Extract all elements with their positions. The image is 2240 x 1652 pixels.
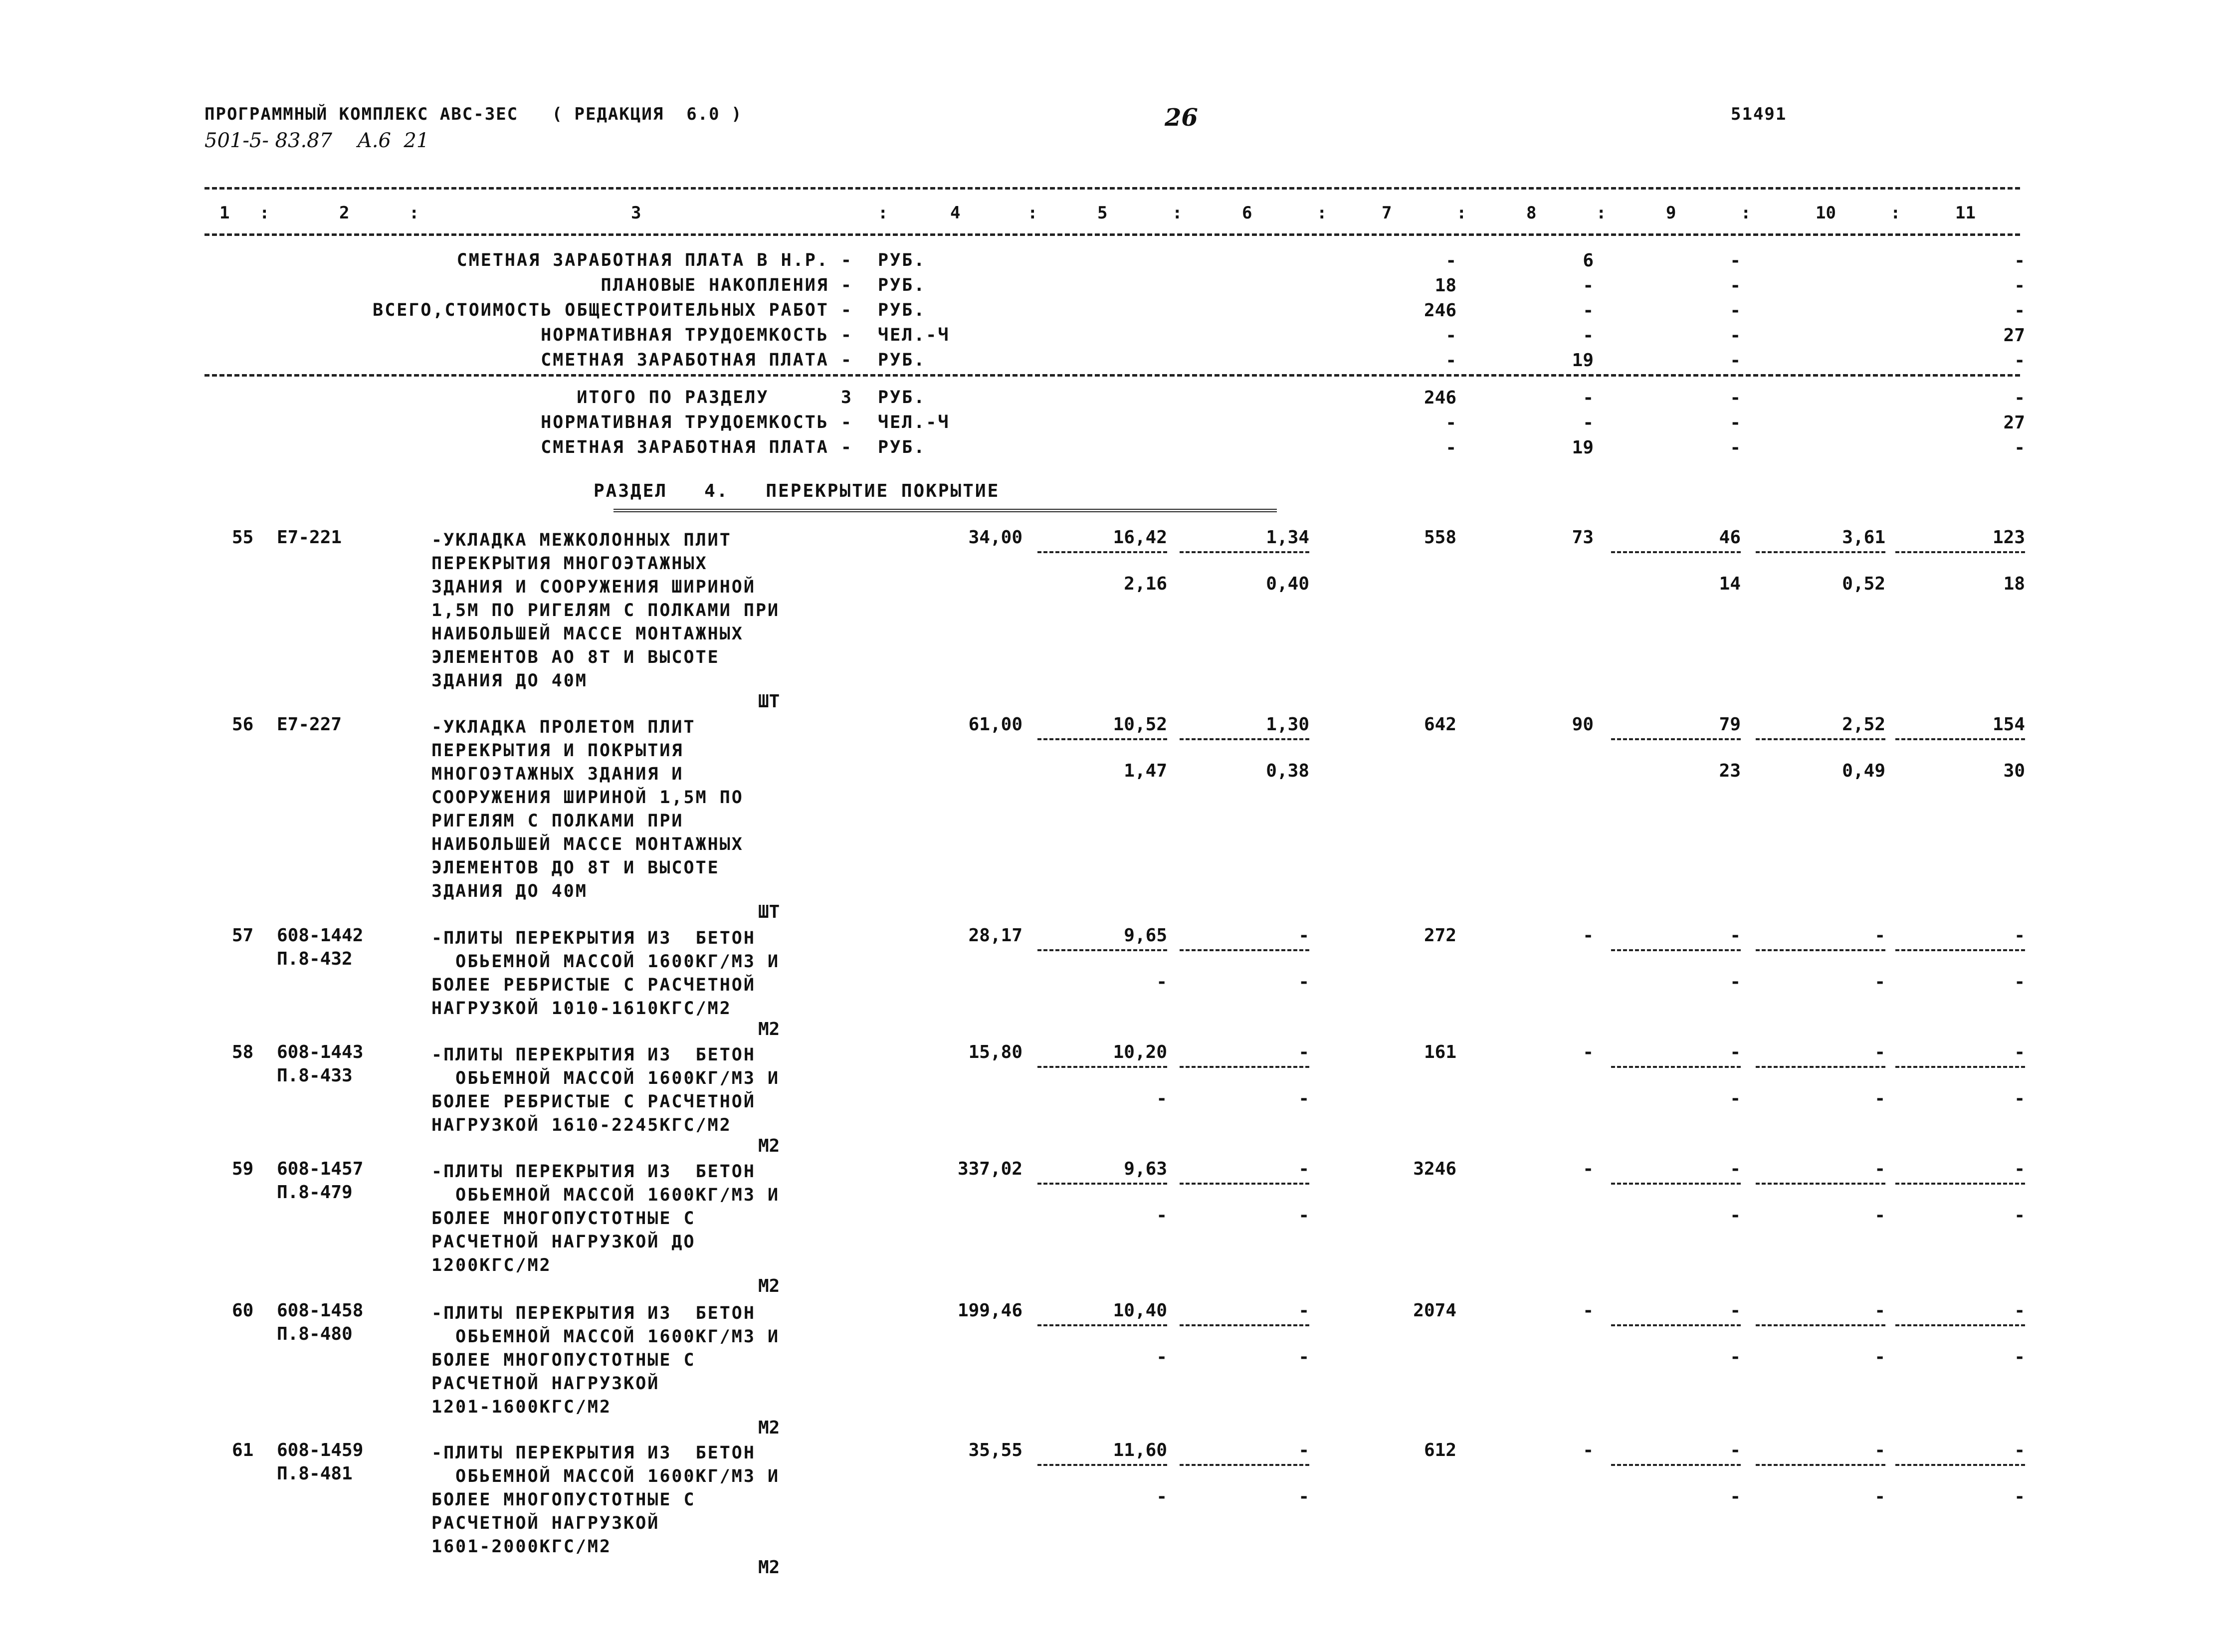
row-unit: М2 [758,1019,780,1039]
row-col10-wage: - [1874,1205,1885,1226]
program-header: ПРОГРАММНЫЙ КОМПЛЕКС АВС-ЗЕС ( РЕДАКЦИЯ 6.0 ) [204,104,743,124]
row-unit-cost-wage: - [1156,972,1167,992]
row-divider [1611,1066,1741,1068]
summary-value-col8: - [1583,388,1594,408]
row-description-line: -УКЛАДКА МЕЖКОЛОННЫХ ПЛИТ [431,530,732,550]
row-code: 608-1442 [277,925,364,946]
row-col11: - [2014,1159,2025,1179]
column-separator: : [409,203,419,223]
row-col10-wage: - [1874,1486,1885,1507]
row-col10: - [1874,1159,1885,1179]
row-total-cost: 272 [1424,925,1456,946]
row-description-line: ОБЬЕМНОЙ МАССОЙ 1600КГ/М3 И [431,1327,780,1347]
row-code-reference: П.8-432 [277,949,353,969]
summary-unit: РУБ. [878,388,926,408]
row-divider [1611,738,1741,740]
row-col6-wage: 0,38 [1266,761,1309,781]
row-col6: - [1298,1440,1309,1460]
row-col10-wage: - [1874,1347,1885,1367]
row-col10: - [1874,925,1885,946]
row-description-line: МНОГОЭТАЖНЫХ ЗДАНИЯ И [431,764,684,784]
row-quantity: 337,02 [957,1159,1022,1179]
row-col11-wage: 18 [2003,574,2025,594]
row-col10-wage: 0,52 [1842,574,1885,594]
row-description-line: ОБЬЕМНОЙ МАССОЙ 1600КГ/М3 И [431,1068,780,1088]
summary-value-col7: 18 [1434,275,1456,296]
handwritten-reference: 501-5- 83.87 A.6 21 [204,129,429,152]
row-col10-wage: - [1874,1088,1885,1109]
summary-value-col9: - [1730,275,1741,296]
summary-value-col8: - [1583,300,1594,321]
row-divider [1180,1464,1309,1466]
row-number: 56 [232,714,254,735]
row-description-line: -ПЛИТЫ ПЕРЕКРЫТИЯ ИЗ БЕТОН [431,1045,756,1065]
row-divider [1180,1066,1309,1068]
row-col6: - [1298,1042,1309,1062]
summary-value-col9: - [1730,250,1741,271]
row-col10: - [1874,1300,1885,1321]
row-description-line: ЗДАНИЯ ДО 40М [431,671,588,691]
row-divider [1756,949,1885,951]
summary-value-col7: - [1445,325,1456,346]
column-header-label: 5 [1097,203,1108,223]
row-unit: ШТ [758,902,780,922]
row-quantity: 34,00 [968,527,1022,548]
summary-value-col11: 27 [2003,325,2025,346]
row-code: 608-1457 [277,1159,364,1179]
row-divider [1756,1066,1885,1068]
column-header-label: 4 [950,203,961,223]
row-unit: М2 [758,1276,780,1296]
row-divider [1180,738,1309,740]
row-divider [1180,551,1309,553]
row-description-line: 1601-2000КГС/М2 [431,1537,612,1557]
row-code-reference: П.8-433 [277,1065,353,1086]
row-col6: 1,30 [1266,714,1309,735]
row-col9-wage: 14 [1719,574,1741,594]
summary-unit: РУБ. [878,350,926,370]
row-code: 608-1443 [277,1042,364,1062]
row-col9-wage: 23 [1719,761,1741,781]
row-col9-wage: - [1730,1205,1741,1226]
row-description-line: ОБЬЕМНОЙ МАССОЙ 1600КГ/М3 И [431,1185,780,1205]
row-divider [1756,1464,1885,1466]
summary-label: НОРМАТИВНАЯ ТРУДОЕМКОСТЬ - [541,413,853,432]
summary-value-col9: - [1730,413,1741,433]
row-unit-cost: 10,20 [1113,1042,1167,1062]
row-code: 608-1458 [277,1300,364,1321]
row-divider [1895,1324,2025,1326]
row-description-line: РИГЕЛЯМ С ПОЛКАМИ ПРИ [431,811,684,831]
row-unit-cost-wage: 2,16 [1124,574,1167,594]
summary-unit: ЧЕЛ.-Ч [878,413,950,432]
row-col9: - [1730,925,1741,946]
row-divider [1611,1183,1741,1185]
row-divider [1895,738,2025,740]
row-col9: - [1730,1440,1741,1460]
row-col11-wage: - [2014,1486,2025,1507]
row-code-reference: П.8-479 [277,1182,353,1203]
row-description-line: -ПЛИТЫ ПЕРЕКРЫТИЯ ИЗ БЕТОН [431,928,756,948]
column-header-label: 1 [219,203,230,223]
row-number: 55 [232,527,254,548]
summary-value-col9: - [1730,437,1741,458]
row-divider [1611,1464,1741,1466]
column-separator: : [1890,203,1901,223]
summary-unit: РУБ. [878,437,926,457]
row-col9-wage: - [1730,1486,1741,1507]
row-col9-wage: - [1730,1347,1741,1367]
row-unit-cost-wage: - [1156,1205,1167,1226]
row-code: Е7-227 [277,714,342,735]
summary-label: СМЕТНАЯ ЗАРАБОТНАЯ ПЛАТА - [541,437,853,457]
summary-value-col8: 19 [1572,437,1594,458]
summary-value-col11: - [2014,388,2025,408]
column-header-label: 3 [631,203,641,223]
row-number: 60 [232,1300,254,1321]
row-col6-wage: - [1298,1347,1309,1367]
column-separator: : [259,203,270,223]
row-unit-cost: 10,40 [1113,1300,1167,1321]
row-unit-cost-wage: - [1156,1088,1167,1109]
column-header-label: 11 [1955,203,1976,223]
column-header-label: 7 [1382,203,1392,223]
row-divider [1037,1066,1167,1068]
row-quantity: 35,55 [968,1440,1022,1460]
row-divider [1895,1066,2025,1068]
page-number: 26 [1165,104,1198,132]
row-number: 59 [232,1159,254,1179]
row-col8: 90 [1572,714,1594,735]
row-col10: - [1874,1440,1885,1460]
row-description-line: -ПЛИТЫ ПЕРЕКРЫТИЯ ИЗ БЕТОН [431,1443,756,1463]
row-description-line: -ПЛИТЫ ПЕРЕКРЫТИЯ ИЗ БЕТОН [431,1303,756,1323]
row-description-line: 1200КГС/М2 [431,1255,552,1275]
row-number: 58 [232,1042,254,1062]
row-description-line: РАСЧЕТНОЙ НАГРУЗКОЙ [431,1513,660,1533]
row-col10-wage: 0,49 [1842,761,1885,781]
row-divider [1037,551,1167,553]
section-title: РАЗДЕЛ 4. ПЕРЕКРЫТИЕ ПОКРЫТИЕ [594,481,1000,501]
column-header-label: 8 [1526,203,1537,223]
row-code: Е7-221 [277,527,342,548]
summary-value-col8: - [1583,413,1594,433]
row-col8: - [1583,1440,1594,1460]
row-col6-wage: - [1298,972,1309,992]
row-col11: - [2014,925,2025,946]
row-col8: - [1583,1042,1594,1062]
row-description-line: БОЛЕЕ РЕБРИСТЫЕ С РАСЧЕТНОЙ [431,975,756,995]
row-divider [1037,738,1167,740]
row-divider [1037,1324,1167,1326]
row-divider [1180,1324,1309,1326]
row-col6-wage: - [1298,1088,1309,1109]
row-description-line: БОЛЕЕ МНОГОПУСТОТНЫЕ С [431,1350,696,1370]
column-header-label: 2 [339,203,350,223]
summary-value-col11: - [2014,437,2025,458]
row-description-line: ПЕРЕКРЫТИЯ МНОГОЭТАЖНЫХ [431,554,708,574]
row-description-line: ЭЛЕМЕНТОВ ДО 8Т И ВЫСОТЕ [431,858,720,878]
column-header-label: 6 [1242,203,1252,223]
row-description-line: -УКЛАДКА ПРОЛЕТОМ ПЛИТ [431,717,696,737]
summary-value-col8: - [1583,325,1594,346]
row-description-line: БОЛЕЕ МНОГОПУСТОТНЫЕ С [431,1209,696,1229]
row-description-line: 1201-1600КГС/М2 [431,1397,612,1417]
row-quantity: 28,17 [968,925,1022,946]
summary-value-col11: - [2014,300,2025,321]
row-divider [1756,738,1885,740]
column-header-label: 9 [1666,203,1676,223]
summary-value-col11: - [2014,275,2025,296]
summary-value-col9: - [1730,300,1741,321]
summary-value-col9: - [1730,388,1741,408]
document-code: 51491 [1731,104,1787,124]
row-divider [1756,1183,1885,1185]
summary-value-col7: 246 [1424,300,1456,321]
row-description-line: ЗДАНИЯ ДО 40М [431,881,588,901]
column-separator: : [1317,203,1327,223]
row-col11-wage: 30 [2003,761,2025,781]
row-col11: 154 [1992,714,2025,735]
row-col11-wage: - [2014,1088,2025,1109]
row-divider [1037,1183,1167,1185]
row-col11: - [2014,1042,2025,1062]
summary-label: СМЕТНАЯ ЗАРАБОТНАЯ ПЛАТА - [541,350,853,370]
row-description-line: -ПЛИТЫ ПЕРЕКРЫТИЯ ИЗ БЕТОН [431,1162,756,1182]
row-total-cost: 558 [1424,527,1456,548]
row-total-cost: 2074 [1413,1300,1456,1321]
summary-value-col7: - [1445,250,1456,271]
row-total-cost: 161 [1424,1042,1456,1062]
row-col6: - [1298,1300,1309,1321]
row-description-line: БОЛЕЕ МНОГОПУСТОТНЫЕ С [431,1490,696,1510]
row-divider [1895,551,2025,553]
summary-value-col7: - [1445,437,1456,458]
column-separator: : [1741,203,1751,223]
row-total-cost: 3246 [1413,1159,1456,1179]
row-unit-cost-wage: 1,47 [1124,761,1167,781]
column-separator: : [878,203,888,223]
summary-value-col8: 19 [1572,350,1594,371]
row-col9-wage: - [1730,1088,1741,1109]
row-unit: ШТ [758,691,780,712]
summary-value-col7: 246 [1424,388,1456,408]
row-total-cost: 612 [1424,1440,1456,1460]
row-divider [1611,949,1741,951]
row-col9: 46 [1719,527,1741,548]
section-title-underline [613,509,1277,512]
row-col11-wage: - [2014,1347,2025,1367]
row-description-line: НАИБОЛЬШЕЙ МАССЕ МОНТАЖНЫХ [431,834,744,854]
row-divider [1611,1324,1741,1326]
row-description-line: ОБЬЕМНОЙ МАССОЙ 1600КГ/М3 И [431,1466,780,1486]
row-number: 61 [232,1440,254,1460]
row-total-cost: 642 [1424,714,1456,735]
row-col6-wage: - [1298,1205,1309,1226]
row-unit-cost: 11,60 [1113,1440,1167,1460]
row-divider [1895,949,2025,951]
row-col8: - [1583,1159,1594,1179]
row-unit-cost: 10,52 [1113,714,1167,735]
summary-label: ВСЕГО,СТОИМОСТЬ ОБЩЕСТРОИТЕЛЬНЫХ РАБОТ - [373,300,853,320]
row-divider [1756,1324,1885,1326]
row-col11-wage: - [2014,972,2025,992]
column-separator: : [1027,203,1038,223]
summary-value-col9: - [1730,325,1741,346]
row-description-line: ПЕРЕКРЫТИЯ И ПОКРЫТИЯ [431,741,684,761]
row-col11: - [2014,1440,2025,1460]
column-separator: : [1596,203,1607,223]
row-unit-cost: 9,63 [1124,1159,1167,1179]
summary-value-col7: - [1445,413,1456,433]
row-col10: - [1874,1042,1885,1062]
row-col9: - [1730,1042,1741,1062]
row-description-line: ОБЬЕМНОЙ МАССОЙ 1600КГ/М3 И [431,952,780,972]
summary-label: НОРМАТИВНАЯ ТРУДОЕМКОСТЬ - [541,325,853,345]
row-description-line: НАГРУЗКОЙ 1610-2245КГС/М2 [431,1115,732,1135]
summary-unit: ЧЕЛ.-Ч [878,325,950,345]
summary-label: ПЛАНОВЫЕ НАКОПЛЕНИЯ - [601,275,853,295]
summary-label: ИТОГО ПО РАЗДЕЛУ 3 [577,388,853,408]
row-divider [1895,1183,2025,1185]
row-description-line: 1,5М ПО РИГЕЛЯМ С ПОЛКАМИ ПРИ [431,601,780,620]
row-description-line: РАСЧЕТНОЙ НАГРУЗКОЙ [431,1374,660,1394]
row-divider [1180,949,1309,951]
row-description-line: НАГРУЗКОЙ 1010-1610КГС/М2 [431,999,732,1019]
row-divider [1611,551,1741,553]
summary-unit: РУБ. [878,300,926,320]
summary-value-col8: - [1583,275,1594,296]
summary-separator-rule [204,374,2020,377]
row-divider [1895,1464,2025,1466]
summary-unit: РУБ. [878,275,926,295]
row-divider [1180,1183,1309,1185]
row-unit-cost-wage: - [1156,1347,1167,1367]
row-description-line: ЗДАНИЯ И СООРУЖЕНИЯ ШИРИНОЙ [431,577,756,597]
summary-label: СМЕТНАЯ ЗАРАБОТНАЯ ПЛАТА В Н.Р. - [456,250,853,270]
row-col8: - [1583,1300,1594,1321]
row-unit-cost: 16,42 [1113,527,1167,548]
row-col6: - [1298,1159,1309,1179]
summary-value-col11: - [2014,250,2025,271]
column-separator: : [1456,203,1467,223]
row-quantity: 199,46 [957,1300,1022,1321]
row-col10: 3,61 [1842,527,1885,548]
summary-value-col8: 6 [1583,250,1594,271]
row-divider [1037,1464,1167,1466]
row-code-reference: П.8-480 [277,1324,353,1344]
row-quantity: 61,00 [968,714,1022,735]
summary-unit: РУБ. [878,250,926,270]
row-quantity: 15,80 [968,1042,1022,1062]
row-col8: - [1583,925,1594,946]
row-unit: М2 [758,1136,780,1156]
row-col10: 2,52 [1842,714,1885,735]
row-code: 608-1459 [277,1440,364,1460]
summary-value-col9: - [1730,350,1741,371]
column-separator: : [1172,203,1183,223]
row-divider [1037,949,1167,951]
row-col6: - [1298,925,1309,946]
row-description-line: НАИБОЛЬШЕЙ МАССЕ МОНТАЖНЫХ [431,624,744,644]
header-top-rule [204,187,2020,190]
row-col6-wage: - [1298,1486,1309,1507]
row-unit-cost: 9,65 [1124,925,1167,946]
row-col9-wage: - [1730,972,1741,992]
row-description-line: СООРУЖЕНИЯ ШИРИНОЙ 1,5М ПО [431,788,744,808]
row-divider [1756,551,1885,553]
header-bottom-rule [204,233,2020,236]
row-unit: М2 [758,1557,780,1578]
summary-value-col11: 27 [2003,413,2025,433]
row-col9: - [1730,1300,1741,1321]
row-col6: 1,34 [1266,527,1309,548]
row-col10-wage: - [1874,972,1885,992]
row-col9: - [1730,1159,1741,1179]
row-col11: - [2014,1300,2025,1321]
row-description-line: БОЛЕЕ РЕБРИСТЫЕ С РАСЧЕТНОЙ [431,1092,756,1112]
row-unit-cost-wage: - [1156,1486,1167,1507]
summary-value-col11: - [2014,350,2025,371]
row-code-reference: П.8-481 [277,1463,353,1484]
row-col6-wage: 0,40 [1266,574,1309,594]
row-col11: 123 [1992,527,2025,548]
row-unit: М2 [758,1418,780,1438]
column-header-label: 10 [1816,203,1836,223]
row-col9: 79 [1719,714,1741,735]
row-col11-wage: - [2014,1205,2025,1226]
row-col8: 73 [1572,527,1594,548]
row-number: 57 [232,925,254,946]
row-description-line: РАСЧЕТНОЙ НАГРУЗКОЙ ДО [431,1232,696,1252]
summary-value-col7: - [1445,350,1456,371]
row-description-line: ЭЛЕМЕНТОВ АО 8Т И ВЫСОТЕ [431,647,720,667]
